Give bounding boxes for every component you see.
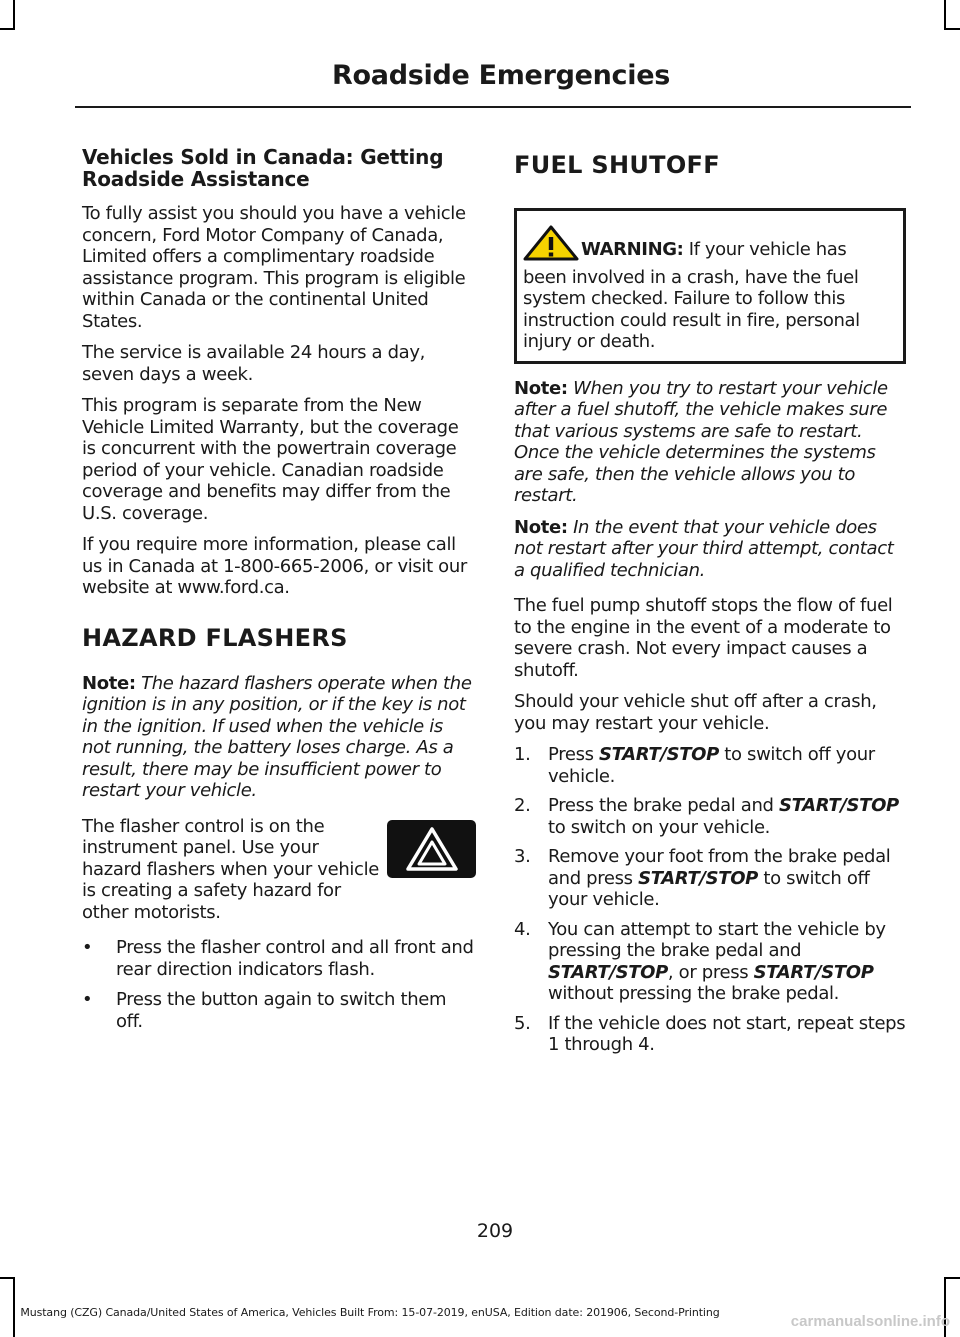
start-stop-key: START/STOP <box>638 867 758 889</box>
canada-paragraph-2: The service is available 24 hours a day, seven days a week. <box>82 342 426 385</box>
list-item <box>514 1013 906 1056</box>
step-number: 3. <box>514 846 531 867</box>
left-column <box>82 146 476 1041</box>
list-item <box>514 846 906 911</box>
crop-mark <box>13 0 15 30</box>
footer-edition-info: Mustang (CZG) Canada/United States of America, Vehicles Built From: 15-07-2019, enUSA, Edition date: 201906, Second-Printing <box>20 1306 720 1319</box>
list-item <box>514 744 906 787</box>
start-stop-key: START/STOP <box>753 961 874 983</box>
start-stop-key: START/STOP <box>778 795 899 816</box>
bullet-text: Press the flasher control and all front and rear direction indicators flash. <box>116 937 474 980</box>
step-text: Remove your foot from the brake pedal and press <box>548 846 891 889</box>
warning-text: If your vehicle has been involved in a crash, have the fuel system checked. Failure to follow this instruction could result in fire, personal injury or death. <box>523 239 860 352</box>
canada-paragraph-1: To fully assist you should you have a vehicle concern, Ford Motor Company of Canada, Limited offers a complimentary roadside assistance program. This program is eligible within Canada or the continental United States. <box>82 203 466 332</box>
step-number: 4. <box>514 918 531 940</box>
step-text: Press <box>548 744 599 765</box>
step-text: If the vehicle does not start, repeat steps 1 through 4. <box>548 1012 906 1055</box>
step-text: to switch off your vehicle. <box>548 744 875 787</box>
list-item <box>82 989 476 1032</box>
step-number: 5. <box>514 1012 531 1034</box>
bullet-mark: • <box>82 989 93 1010</box>
hazard-flashers-heading: HAZARD FLASHERS <box>82 623 348 652</box>
step-text: to switch off your vehicle. <box>548 867 870 910</box>
crop-mark <box>944 1277 960 1279</box>
crop-mark <box>0 1277 15 1279</box>
header-rule <box>75 106 911 108</box>
hazard-note-text: The hazard flashers operate when the ignition is in any position, or if the key is not in the ignition. If used when the vehicle is not running, the battery loses charge. As a result, there may be insufficient power to restart your vehicle. <box>82 672 472 801</box>
canada-paragraph-3: This program is separate from the New Vehicle Limited Warranty, but the coverage is concurrent with the powertrain coverage period of your vehicle. Canadian roadside coverage and benefits may differ from the U.S. coverage. <box>82 395 459 524</box>
fuel-paragraph-1: The fuel pump shutoff stops the flow of fuel to the engine in the event of a moderate to severe crash. Not every impact causes a shutoff. <box>514 595 893 681</box>
bullet-mark: • <box>82 937 93 958</box>
fuel-note-2 <box>514 517 906 582</box>
step-number: 1. <box>514 744 531 765</box>
crop-mark <box>944 28 960 30</box>
right-column <box>514 146 906 1064</box>
bullet-text: Press the button again to switch them off. <box>116 989 447 1032</box>
fuel-note-1-text: When you try to restart your vehicle after a fuel shutoff, the vehicle makes sure that various systems are safe to restart. Once the vehicle determines the systems are safe, then the vehicle allows you to restart. <box>514 377 888 506</box>
fuel-paragraph-2: Should your vehicle shut off after a crash, you may restart your vehicle. <box>514 691 877 734</box>
step-number: 2. <box>514 795 531 816</box>
step-text: Press the brake pedal and <box>548 795 779 816</box>
flasher-description: The flasher control is on the instrument panel. Use your hazard flashers when your vehicle is creating a safety hazard for other motorists. <box>82 815 379 923</box>
hazard-flasher-icon <box>387 820 476 878</box>
warning-triangle-icon <box>523 225 579 267</box>
step-text: without pressing the brake pedal. <box>548 983 840 1004</box>
step-text: You can attempt to start the vehicle by pressing the brake pedal and <box>548 918 886 961</box>
step-text: , or press <box>667 961 754 983</box>
start-stop-key: START/STOP <box>548 961 668 983</box>
note-label: Note: <box>82 672 136 694</box>
flasher-block <box>82 816 476 924</box>
note-label: Note: <box>514 516 568 538</box>
crop-mark <box>944 0 946 30</box>
step-text: to switch on your vehicle. <box>548 816 771 838</box>
page-number: 209 <box>476 1220 514 1242</box>
fuel-note-1 <box>514 378 906 507</box>
start-stop-key: START/STOP <box>599 744 719 765</box>
note-label: Note: <box>514 377 568 399</box>
canada-paragraph-4: If you require more information, please call us in Canada at 1-800-665-2006, or visit our website at www.ford.ca. <box>82 534 467 598</box>
page-header-title: Roadside Emergencies <box>332 60 670 91</box>
fuel-shutoff-heading: FUEL SHUTOFF <box>514 151 720 179</box>
canada-assistance-heading: Vehicles Sold in Canada: Getting Roadside Assistance <box>82 145 444 191</box>
hazard-note <box>82 673 476 802</box>
warning-box <box>514 208 906 364</box>
list-item <box>82 937 476 980</box>
fuel-note-2-text: In the event that your vehicle does not restart after your third attempt, contact a qualified technician. <box>514 516 894 581</box>
restart-steps-list <box>514 744 906 1056</box>
list-item <box>514 919 906 1005</box>
list-item <box>514 795 906 838</box>
warning-label: WARNING: <box>581 239 684 260</box>
crop-mark <box>0 28 15 30</box>
hazard-bullet-list <box>82 937 476 1032</box>
watermark: carmanualsonline.info <box>790 1313 950 1330</box>
